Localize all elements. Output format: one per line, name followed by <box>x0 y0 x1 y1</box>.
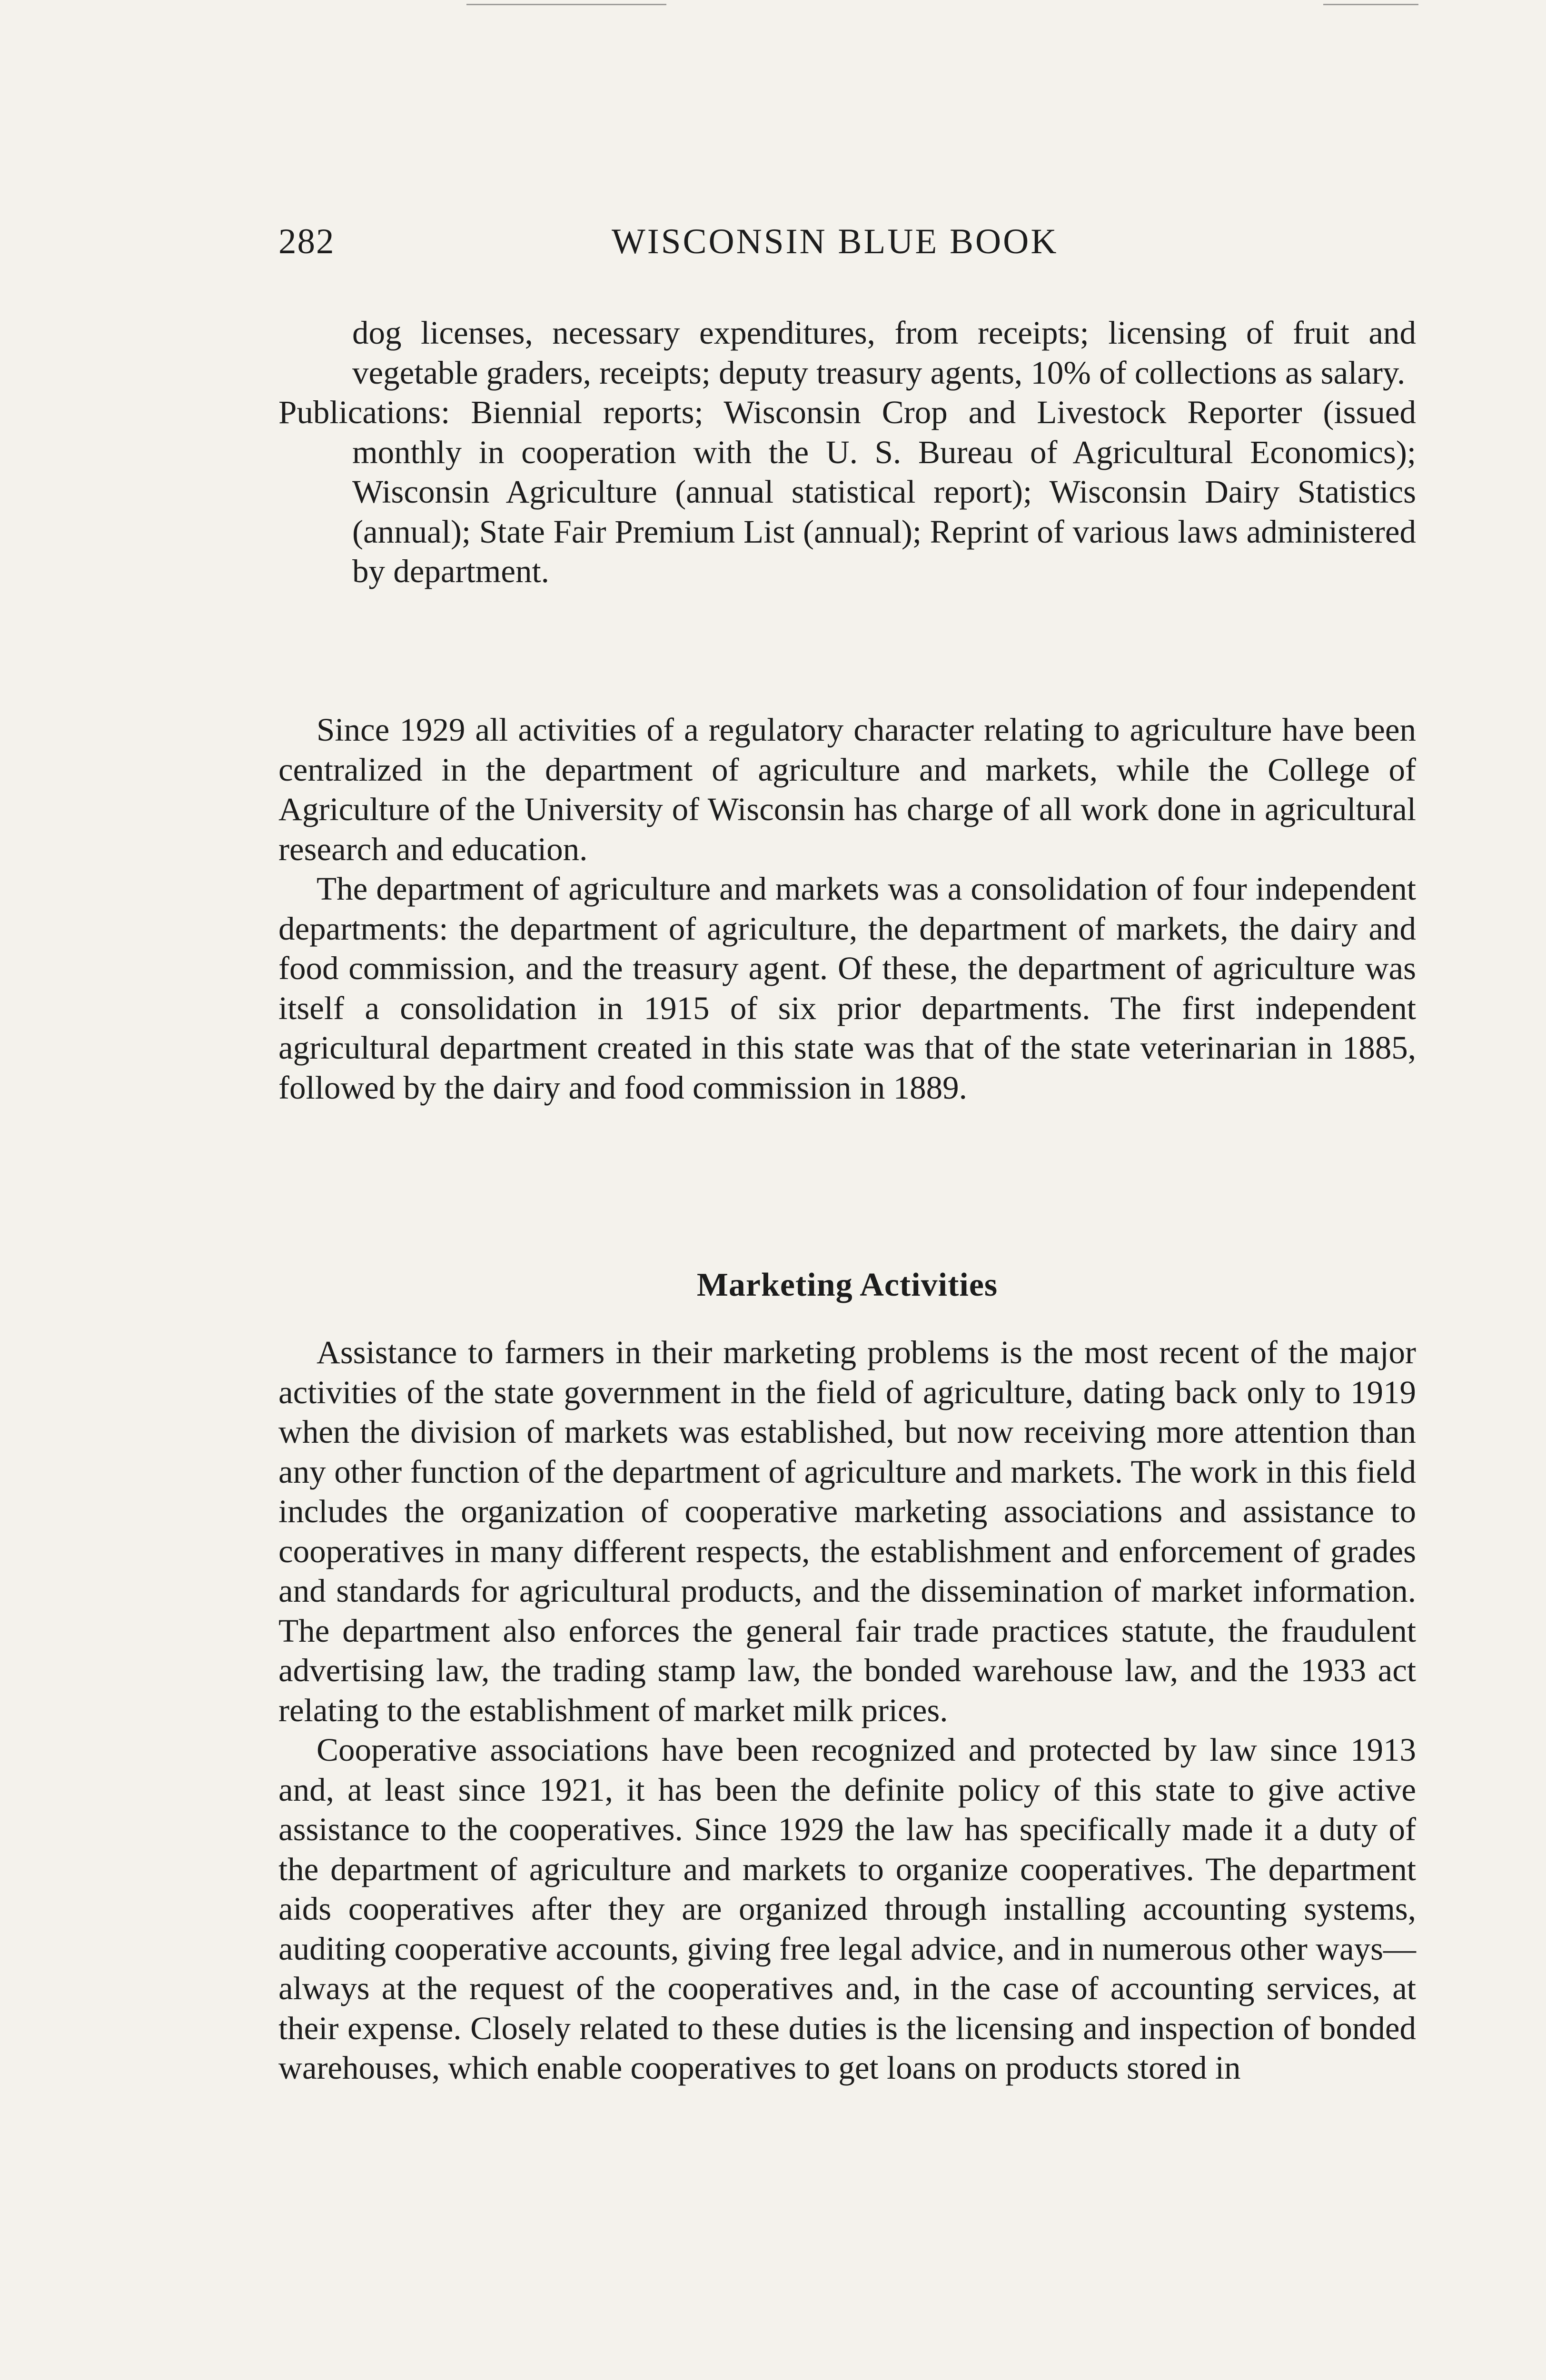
marketing-section <box>278 1333 1416 2088</box>
top-entry <box>278 313 1416 592</box>
running-head-title: WISCONSIN BLUE BOOK <box>612 222 1059 261</box>
scan-edge-mark <box>466 4 666 5</box>
intro-paragraph-1: Since 1929 all activities of a regulatory character relating to agriculture have been centralized in the department of agriculture and markets, while the College of Agriculture of the University of Wisconsin has charge of all work done in agricultural research and education. <box>278 712 1416 867</box>
running-head <box>278 221 1088 269</box>
intro-paragraph-2: The department of agriculture and markets was a consolidation of four independent departments: the department of agriculture, the department of markets, the dairy and food commission, and the treasury agent. Of these, the department of agriculture was itself a consolidation in 1915 of six prior departments. The first independent agricultural department created in this state was that of the state veterinarian in 1885, followed by the dairy and food commission in 1889. <box>278 871 1416 1106</box>
section-heading: Marketing Activities <box>696 1267 998 1303</box>
page-number: 282 <box>278 222 335 261</box>
publications-entry: Publications: Biennial reports; Wisconsin Crop and Livestock Reporter (issued monthly in cooperation with the U. S. Bureau of Agricultural Economics); Wisconsin Agriculture (annual statistical report); Wisconsin Dairy Statistics (annual); State Fair Premium List (annual); Reprint of various laws administered by department. <box>278 394 1416 589</box>
scan-edge-mark <box>1323 4 1418 5</box>
continuation-text: dog licenses, necessary expenditures, from receipts; licensing of fruit and vegetable graders, receipts; deputy treasury agents, 10% of collections as salary. <box>352 315 1416 391</box>
marketing-paragraph-1: Assistance to farmers in their marketing problems is the most recent of the major activities of the state government in the field of agriculture, dating back only to 1919 when the division of markets was established, but now receiving more attention than any other function of the department of agriculture and markets. The work in this field includes the organization of cooperative marketing associations and assistance to cooperatives in many different respects, the establishment and enforcement of grades and standards for agricultural products, and the dissemination of market information. The department also enforces the general fair trade practices statute, the fraudulent advertising law, the trading stamp law, the bonded warehouse law, and the 1933 act relating to the establishment of market milk prices. <box>278 1334 1416 1728</box>
intro-section <box>278 710 1416 1108</box>
marketing-paragraph-2: Cooperative associations have been recognized and protected by law since 1913 and, at least since 1921, it has been the definite policy of this state to give active assistance to the cooperatives. Since 1929 the law has specifically made it a duty of the department of agriculture and markets to organize cooperatives. The department aids cooperatives after they are organized through installing accounting systems, auditing cooperative accounts, giving free legal advice, and in numerous other ways—always at the request of the cooperatives and, in the case of accounting services, at their expense. Closely related to these duties is the licensing and inspection of bonded warehouses, which enable cooperatives to get loans on products stored in <box>278 1732 1416 2086</box>
